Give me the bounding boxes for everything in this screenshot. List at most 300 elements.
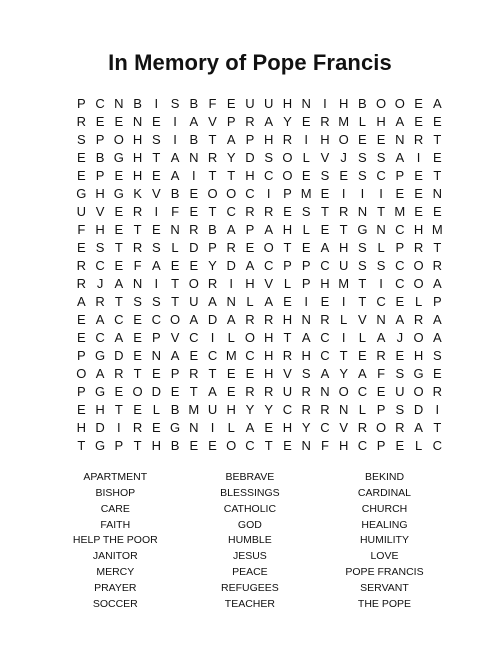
grid-letter: D: [189, 240, 199, 255]
grid-letter: E: [301, 168, 311, 183]
grid-letter: D: [151, 384, 161, 399]
grid-letter: T: [377, 204, 386, 219]
grid-letter: E: [320, 294, 330, 309]
word-list-item: MERCY: [96, 566, 135, 579]
grid-letter: H: [132, 132, 143, 147]
grid-letter: G: [95, 438, 106, 453]
grid-letter: R: [189, 366, 199, 381]
grid-letter: V: [358, 312, 367, 327]
grid-row: [72, 149, 442, 167]
grid-letter: V: [339, 420, 348, 435]
word-list-item: CARE: [100, 502, 130, 515]
word-list-item: HELP THE POOR: [72, 534, 158, 547]
grid-letter: N: [132, 276, 143, 291]
grid-letter: C: [395, 222, 405, 237]
grid-letter: E: [208, 438, 217, 453]
grid-letter: H: [320, 132, 330, 147]
grid-letter: O: [113, 132, 124, 147]
grid-letter: D: [413, 402, 424, 417]
grid-letter: T: [358, 276, 367, 291]
grid-letter: E: [151, 222, 161, 237]
grid-letter: C: [114, 312, 124, 327]
grid-letter: S: [264, 150, 274, 165]
grid-letter: I: [341, 330, 346, 345]
grid-letter: Y: [339, 366, 348, 381]
grid-letter: A: [395, 312, 405, 327]
grid-letter: L: [227, 330, 235, 345]
grid-letter: E: [320, 222, 330, 237]
grid-letter: S: [358, 258, 367, 273]
grid-letter: A: [114, 330, 124, 345]
grid-letter: S: [151, 132, 161, 147]
grid-letter: L: [302, 150, 310, 165]
grid-letter: B: [170, 402, 180, 417]
grid-letter: I: [379, 276, 383, 291]
grid-letter: T: [189, 384, 198, 399]
word-list-item: CATHOLIC: [223, 502, 277, 515]
grid-letter: G: [95, 348, 106, 363]
grid-letter: I: [210, 420, 215, 435]
grid-letter: S: [432, 348, 442, 363]
grid-letter: G: [113, 150, 124, 165]
grid-letter: C: [320, 348, 330, 363]
grid-letter: S: [395, 366, 405, 381]
grid-letter: L: [302, 222, 310, 237]
grid-letter: A: [432, 276, 442, 291]
grid-letter: P: [283, 186, 292, 201]
grid-letter: S: [358, 240, 367, 255]
grid-letter: E: [151, 168, 161, 183]
grid-row: [72, 311, 442, 329]
grid-letter: R: [395, 420, 405, 435]
grid-letter: U: [264, 96, 274, 111]
word-list-item: BLESSINGS: [220, 486, 280, 499]
grid-letter: S: [301, 366, 311, 381]
grid-letter: U: [282, 384, 293, 399]
grid-letter: R: [76, 276, 87, 291]
grid-letter: T: [77, 438, 86, 453]
grid-letter: P: [170, 366, 180, 381]
grid-letter: T: [133, 222, 142, 237]
grid-letter: E: [432, 150, 442, 165]
grid-letter: R: [189, 222, 199, 237]
grid-letter: C: [226, 204, 236, 219]
grid-letter: C: [282, 402, 293, 417]
grid-row: [72, 131, 442, 149]
grid-letter: E: [189, 438, 199, 453]
puzzle-title: In Memory of Pope Francis: [108, 50, 392, 75]
grid-letter: A: [395, 150, 405, 165]
grid-letter: I: [341, 294, 346, 309]
grid-letter: T: [114, 402, 123, 417]
grid-letter: U: [207, 402, 218, 417]
grid-letter: H: [301, 348, 311, 363]
grid-letter: T: [208, 366, 217, 381]
word-list-item: HEALING: [361, 518, 408, 531]
grid-letter: E: [432, 114, 442, 129]
grid-letter: A: [358, 366, 367, 381]
grid-letter: A: [432, 330, 442, 345]
grid-letter: E: [358, 348, 367, 363]
grid-letter: T: [114, 240, 123, 255]
grid-letter: O: [376, 96, 387, 111]
grid-letter: N: [395, 132, 405, 147]
grid-letter: V: [264, 276, 274, 291]
grid-letter: V: [208, 114, 217, 129]
grid-letter: E: [133, 348, 142, 363]
grid-letter: N: [151, 348, 161, 363]
grid-letter: P: [114, 438, 124, 453]
grid-letter: O: [338, 132, 349, 147]
grid-letter: R: [413, 312, 424, 327]
grid-letter: P: [395, 168, 405, 183]
word-list-item: HUMBLE: [228, 534, 272, 547]
grid-letter: H: [338, 96, 349, 111]
word-list-item: TEACHER: [224, 597, 275, 610]
grid-letter: P: [77, 348, 86, 363]
grid-letter: E: [114, 384, 124, 399]
grid-letter: P: [77, 384, 86, 399]
word-list-item: BISHOP: [95, 486, 136, 499]
grid-letter: E: [114, 258, 124, 273]
grid-letter: R: [245, 312, 255, 327]
grid-letter: S: [376, 258, 386, 273]
grid-letter: C: [357, 438, 368, 453]
grid-letter: T: [171, 294, 180, 309]
grid-letter: A: [95, 366, 105, 381]
grid-letter: I: [323, 96, 327, 111]
word-list-item: HUMILITY: [359, 534, 409, 547]
grid-letter: I: [304, 132, 308, 147]
word-list-item: GOD: [237, 518, 262, 531]
grid-letter: I: [173, 114, 177, 129]
grid-letter: R: [338, 204, 349, 219]
grid-letter: C: [245, 438, 255, 453]
grid-letter: P: [95, 168, 105, 183]
grid-letter: A: [301, 330, 311, 345]
grid-letter: H: [264, 330, 274, 345]
grid-letter: V: [95, 204, 105, 219]
grid-letter: A: [77, 294, 86, 309]
grid-letter: E: [133, 312, 142, 327]
grid-letter: E: [77, 402, 86, 417]
grid-letter: C: [264, 258, 274, 273]
grid-letter: E: [283, 204, 292, 219]
grid-letter: T: [208, 168, 217, 183]
grid-letter: A: [114, 276, 124, 291]
grid-letter: E: [114, 204, 124, 219]
grid-letter: I: [341, 186, 346, 201]
grid-letter: E: [189, 258, 199, 273]
grid-letter: A: [95, 312, 105, 327]
grid-letter: P: [432, 294, 442, 309]
grid-row: [72, 95, 442, 113]
grid-letter: B: [358, 96, 367, 111]
grid-letter: N: [320, 384, 330, 399]
grid-letter: T: [283, 330, 292, 345]
grid-letter: E: [339, 168, 348, 183]
grid-letter: A: [208, 294, 217, 309]
grid-letter: I: [154, 276, 159, 291]
grid-letter: G: [413, 366, 424, 381]
grid-letter: A: [320, 366, 330, 381]
grid-letter: T: [433, 240, 442, 255]
word-list-item: REFUGEES: [221, 581, 279, 594]
grid-letter: S: [133, 294, 142, 309]
grid-letter: R: [357, 420, 368, 435]
grid-letter: H: [132, 168, 143, 183]
grid-letter: L: [414, 438, 423, 453]
grid-letter: S: [77, 132, 86, 147]
grid-letter: M: [225, 348, 237, 363]
grid-letter: C: [189, 330, 199, 345]
grid-letter: N: [189, 420, 199, 435]
grid-letter: Y: [264, 402, 274, 417]
grid-letter: S: [358, 168, 367, 183]
grid-letter: B: [170, 186, 180, 201]
word-list-item: SOCCER: [92, 597, 138, 610]
word-list-item: PEACE: [232, 566, 268, 579]
grid-letter: O: [207, 186, 218, 201]
grid-letter: O: [338, 384, 349, 399]
grid-letter: O: [226, 186, 237, 201]
grid-letter: L: [171, 240, 179, 255]
grid-letter: C: [95, 96, 105, 111]
grid-letter: H: [264, 348, 274, 363]
grid-letter: F: [320, 438, 329, 453]
grid-letter: O: [263, 240, 274, 255]
grid-letter: A: [432, 96, 442, 111]
grid-letter: E: [395, 348, 405, 363]
grid-letter: E: [114, 222, 124, 237]
grid-letter: N: [132, 114, 143, 129]
grid-letter: A: [208, 384, 217, 399]
grid-letter: R: [432, 258, 443, 273]
grid-letter: A: [320, 240, 330, 255]
grid-letter: A: [170, 348, 180, 363]
grid-row: [72, 257, 443, 275]
word-list-item: JANITOR: [92, 550, 138, 563]
grid-letter: E: [170, 384, 180, 399]
grid-letter: A: [170, 150, 180, 165]
grid-letter: N: [301, 438, 311, 453]
grid-letter: E: [376, 384, 386, 399]
grid-letter: E: [320, 186, 330, 201]
grid-letter: L: [358, 114, 366, 129]
grid-letter: H: [413, 348, 424, 363]
grid-letter: T: [208, 132, 217, 147]
grid-letter: P: [245, 222, 255, 237]
grid-letter: R: [264, 204, 274, 219]
grid-letter: M: [338, 114, 350, 129]
word-list-item: POPE FRANCIS: [345, 566, 424, 579]
grid-letter: V: [283, 366, 292, 381]
grid-letter: E: [226, 384, 236, 399]
grid-letter: H: [264, 132, 274, 147]
grid-row: [72, 347, 442, 365]
grid-letter: R: [376, 348, 386, 363]
grid-letter: H: [151, 438, 161, 453]
grid-letter: E: [432, 204, 442, 219]
word-list-item: CARDINAL: [357, 486, 412, 499]
grid-letter: O: [413, 384, 424, 399]
grid-letter: J: [396, 330, 404, 345]
grid-letter: G: [357, 222, 368, 237]
grid-letter: F: [171, 204, 180, 219]
grid-letter: T: [114, 294, 123, 309]
grid-letter: P: [376, 402, 386, 417]
grid-letter: C: [376, 168, 386, 183]
grid-letter: A: [226, 222, 236, 237]
grid-letter: E: [264, 420, 274, 435]
grid-letter: O: [169, 312, 181, 327]
grid-letter: H: [95, 402, 105, 417]
grid-letter: I: [266, 186, 271, 201]
grid-letter: I: [117, 420, 121, 435]
grid-letter: L: [340, 312, 348, 327]
grid-letter: R: [432, 384, 443, 399]
grid-row: [72, 365, 442, 383]
grid-row: [72, 329, 442, 347]
grid-letter: E: [77, 312, 86, 327]
grid-letter: R: [207, 276, 218, 291]
grid-letter: T: [133, 366, 142, 381]
grid-letter: T: [133, 438, 142, 453]
word-list-item: PRAYER: [94, 581, 137, 594]
grid-letter: R: [413, 240, 424, 255]
grid-letter: T: [320, 204, 329, 219]
grid-letter: E: [189, 204, 199, 219]
grid-letter: B: [189, 132, 199, 147]
grid-letter: S: [358, 150, 367, 165]
word-list-item: FAITH: [100, 518, 131, 531]
grid-letter: H: [245, 276, 255, 291]
grid-letter: R: [76, 258, 87, 273]
grid-letter: T: [358, 294, 367, 309]
grid-letter: P: [283, 258, 292, 273]
grid-letter: E: [133, 330, 142, 345]
grid-letter: E: [301, 114, 311, 129]
grid-letter: B: [208, 222, 217, 237]
grid-letter: R: [114, 366, 124, 381]
grid-letter: E: [77, 240, 86, 255]
grid-letter: R: [132, 204, 143, 219]
grid-letter: E: [95, 114, 105, 129]
grid-letter: T: [171, 276, 180, 291]
grid-letter: E: [395, 438, 405, 453]
grid-letter: P: [226, 114, 236, 129]
grid-letter: M: [431, 222, 443, 237]
grid-letter: R: [95, 294, 105, 309]
grid-letter: M: [300, 186, 312, 201]
grid-letter: S: [151, 294, 161, 309]
grid-letter: A: [170, 168, 180, 183]
grid-letter: C: [245, 348, 255, 363]
grid-letter: T: [264, 438, 273, 453]
grid-row: [72, 203, 442, 221]
grid-letter: O: [282, 150, 293, 165]
grid-letter: V: [170, 330, 180, 345]
grid-row: [72, 275, 442, 293]
grid-letter: A: [432, 312, 442, 327]
grid-letter: G: [169, 420, 181, 435]
grid-letter: C: [395, 258, 405, 273]
grid-letter: P: [301, 276, 311, 291]
grid-letter: L: [414, 294, 423, 309]
grid-letter: R: [301, 402, 311, 417]
grid-letter: A: [245, 420, 255, 435]
grid-letter: E: [226, 366, 236, 381]
grid-letter: R: [245, 384, 255, 399]
word-list-item: BEKIND: [364, 471, 405, 483]
grid-letter: N: [226, 294, 236, 309]
grid-letter: E: [414, 114, 423, 129]
grid-letter: E: [395, 186, 405, 201]
grid-letter: S: [395, 402, 405, 417]
grid-letter: M: [394, 204, 406, 219]
grid-letter: R: [301, 384, 311, 399]
grid-letter: B: [133, 96, 142, 111]
grid-letter: S: [376, 150, 386, 165]
grid-letter: A: [189, 114, 199, 129]
grid-letter: T: [152, 150, 161, 165]
grid-letter: P: [208, 240, 217, 255]
grid-letter: U: [189, 294, 199, 309]
grid-letter: C: [151, 312, 161, 327]
grid-letter: H: [282, 96, 293, 111]
grid-letter: G: [113, 186, 124, 201]
grid-letter: I: [191, 168, 196, 183]
grid-letter: P: [151, 330, 161, 345]
grid-letter: V: [151, 186, 161, 201]
grid-letter: L: [227, 420, 235, 435]
grid-letter: E: [301, 240, 311, 255]
grid-row: [72, 113, 442, 131]
grid-letter: A: [376, 330, 386, 345]
grid-letter: S: [301, 204, 311, 219]
grid-letter: D: [226, 258, 236, 273]
grid-letter: C: [320, 258, 330, 273]
grid-letter: C: [320, 420, 330, 435]
grid-letter: E: [189, 186, 199, 201]
grid-letter: L: [358, 330, 366, 345]
grid-letter: F: [133, 258, 142, 273]
grid-letter: C: [95, 330, 105, 345]
grid-letter: T: [339, 348, 348, 363]
grid-letter: H: [95, 186, 105, 201]
grid-letter: E: [245, 240, 255, 255]
grid-letter: C: [376, 294, 386, 309]
grid-letter: L: [377, 240, 385, 255]
grid-letter: R: [132, 240, 143, 255]
grid-letter: E: [189, 348, 199, 363]
grid-letter: G: [95, 384, 106, 399]
grid-letter: C: [395, 276, 405, 291]
grid-letter: P: [95, 132, 105, 147]
grid-letter: U: [76, 204, 87, 219]
grid-letter: E: [358, 132, 367, 147]
grid-letter: N: [376, 222, 386, 237]
word-list-item: SERVANT: [360, 581, 409, 594]
grid-letter: E: [77, 330, 86, 345]
grid-letter: Y: [283, 114, 292, 129]
grid-letter: K: [133, 186, 142, 201]
grid-letter: R: [132, 420, 143, 435]
grid-letter: H: [282, 420, 293, 435]
grid-letter: N: [432, 186, 443, 201]
grid-letter: R: [264, 312, 274, 327]
grid-letter: H: [376, 114, 386, 129]
